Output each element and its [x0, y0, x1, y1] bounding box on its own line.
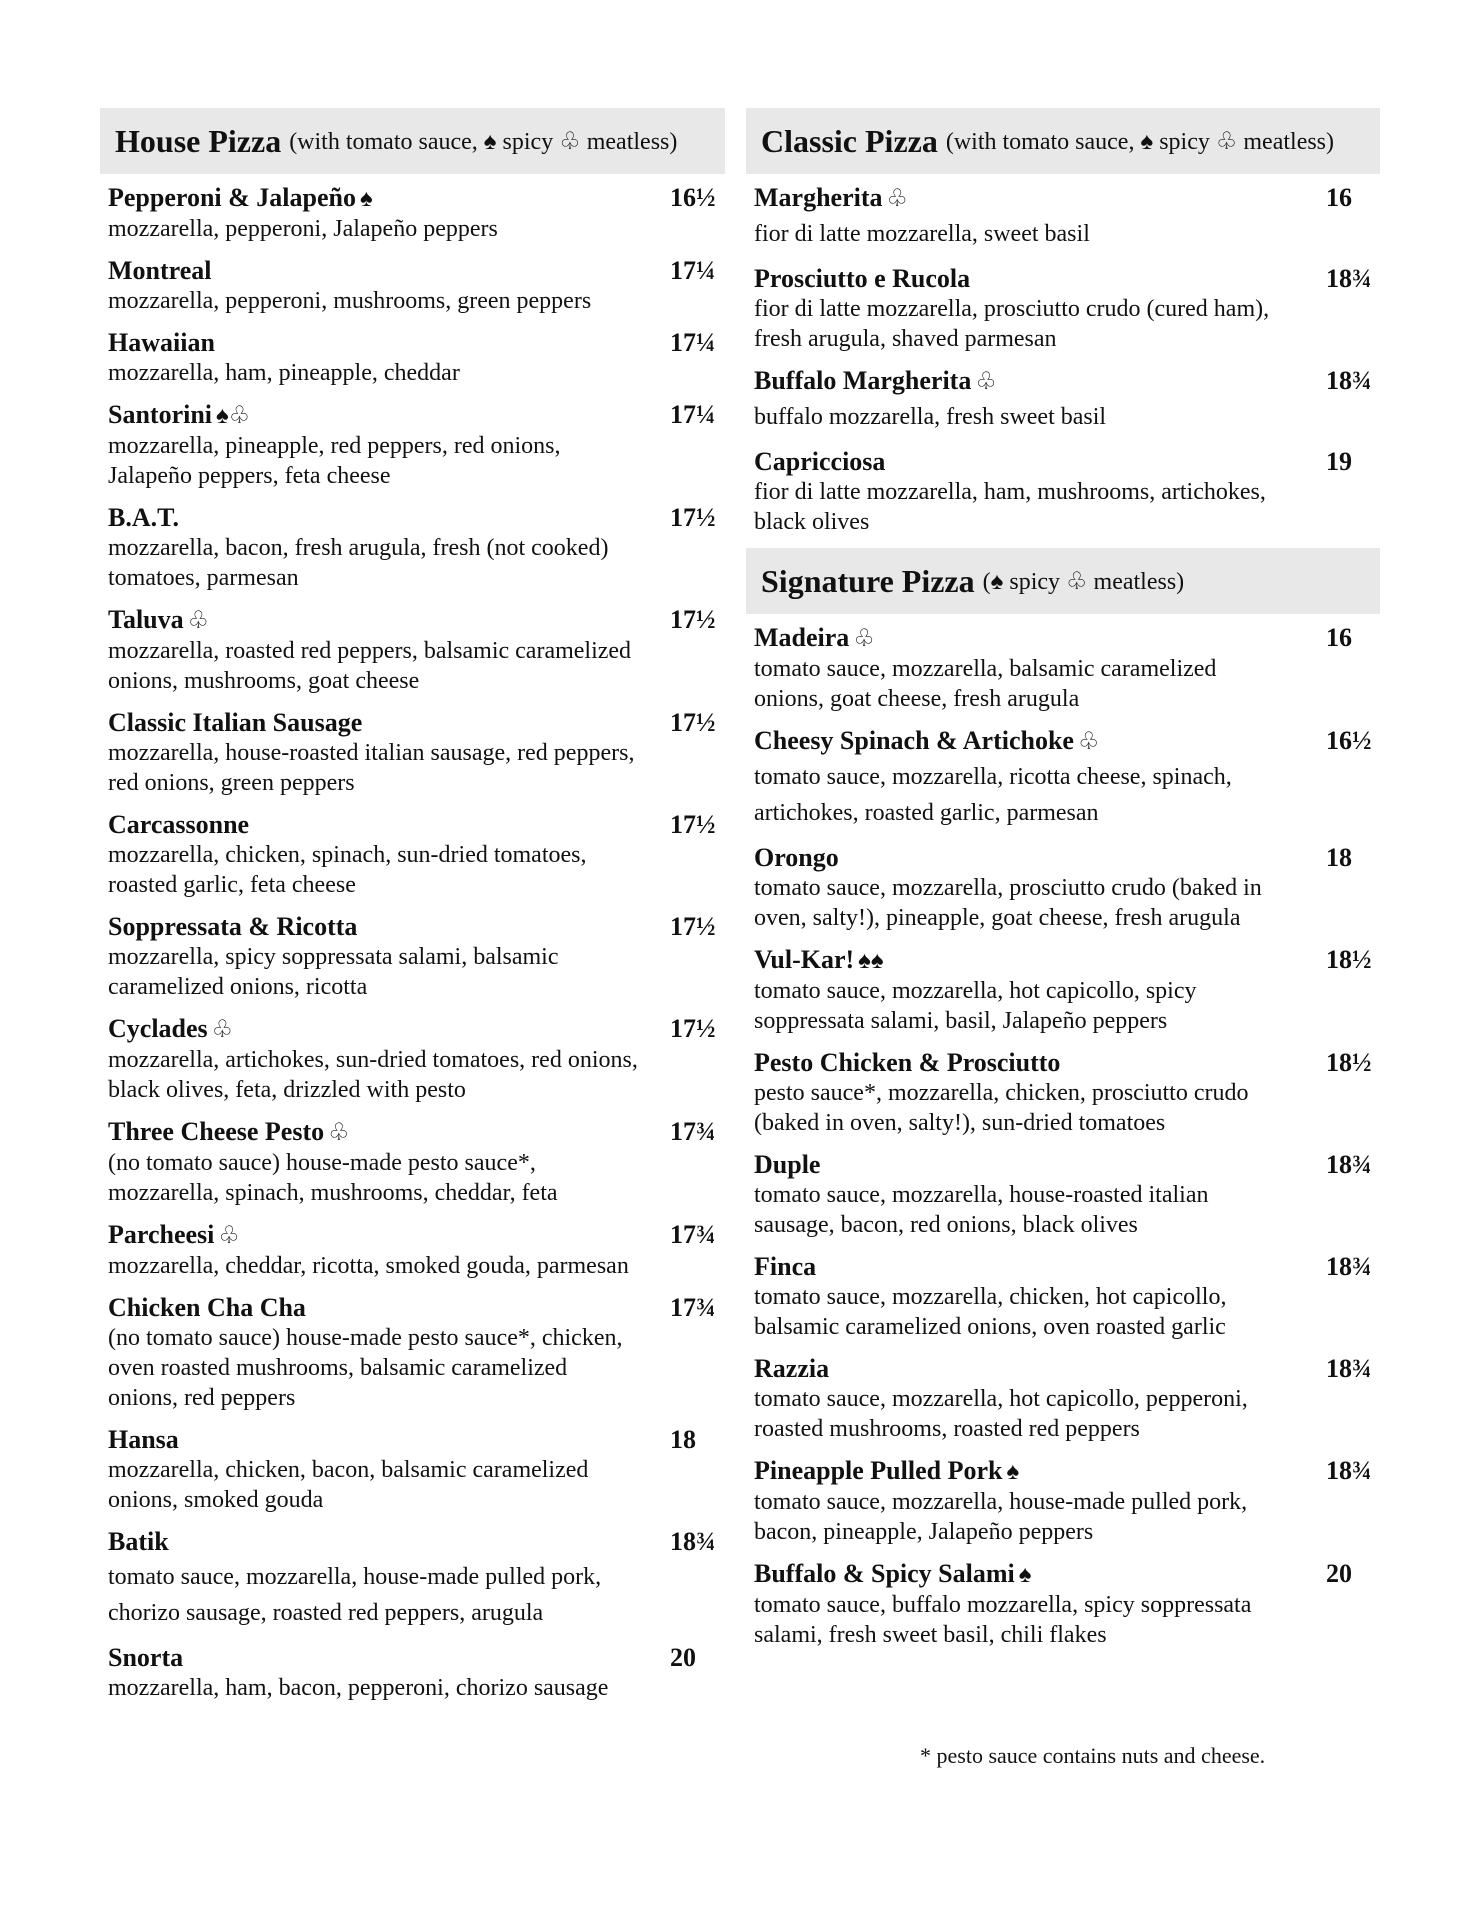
menu-item [746, 1251, 1380, 1342]
menu-item [100, 1116, 725, 1208]
menu-item-name [754, 842, 1380, 873]
section-title: House Pizza [115, 122, 282, 159]
menu-item-price: 16½ [1326, 726, 1372, 755]
menu-item-name [108, 255, 725, 286]
spicy-meatless-icon: ♧ [853, 626, 875, 652]
spicy-meatless-icon: ♧ [328, 1120, 350, 1146]
menu-item-price: 18 [670, 1425, 696, 1454]
menu-item-name-text: Batik [108, 1527, 169, 1556]
menu-item [100, 809, 725, 900]
menu-item-name-text: Razzia [754, 1354, 830, 1383]
spicy-meatless-icon: ♧ [218, 1223, 240, 1249]
section-title: Signature Pizza [761, 562, 975, 599]
menu-item-name-text: Snorta [108, 1643, 184, 1672]
menu-item-name [108, 707, 725, 738]
menu-item-price: 18¾ [1326, 264, 1372, 293]
menu-item-name [108, 809, 725, 840]
menu-item-name [108, 182, 725, 214]
menu-item-name-text: Prosciutto e Rucola [754, 264, 971, 293]
menu-item-price: 17¼ [670, 256, 716, 285]
menu-item-description: mozzarella, artichokes, sun-dried tomatoes, red onions, black olives, feta, drizzled with pesto [108, 1047, 638, 1103]
menu-item-name-text: Santorini [108, 400, 213, 429]
menu-item [100, 1526, 725, 1631]
menu-item-description: buffalo mozzarella, fresh sweet basil [754, 404, 1107, 430]
menu-item [746, 622, 1380, 714]
menu-item-price: 17½ [670, 708, 716, 737]
menu-item-price: 19 [1326, 447, 1352, 476]
menu-item [746, 944, 1380, 1036]
menu-item [100, 707, 725, 798]
menu-item-price: 16 [1326, 183, 1352, 212]
spicy-meatless-icon: ♧ [886, 186, 909, 212]
menu-item-name-text: Classic Italian Sausage [108, 708, 363, 737]
house-pizza-list [100, 182, 725, 1703]
menu-item [100, 399, 725, 491]
menu-item-name-text: Soppressata & Ricotta [108, 912, 358, 941]
menu-item-price: 17½ [670, 503, 716, 532]
menu-item-description: mozzarella, roasted red peppers, balsamic caramelized onions, mushrooms, goat cheese [108, 638, 632, 694]
menu-item-name [108, 1013, 725, 1045]
menu-item [746, 446, 1380, 537]
menu-item-description: mozzarella, bacon, fresh arugula, fresh (not cooked) tomatoes, parmesan [108, 535, 609, 591]
menu-item-name [754, 1047, 1380, 1078]
signature-pizza-list [746, 622, 1380, 1650]
menu-item [100, 502, 725, 593]
spicy-meatless-icon: ♧ [211, 1017, 234, 1043]
menu-item-price: 20 [1326, 1559, 1352, 1588]
menu-item-price: 18¾ [1326, 1354, 1372, 1383]
menu-item-price: 17½ [670, 810, 716, 839]
menu-item-name-text: Montreal [108, 256, 212, 285]
menu-item-price: 18 [1326, 843, 1352, 872]
menu-item-name-text: Hansa [108, 1425, 179, 1454]
menu-item-description: mozzarella, pineapple, red peppers, red onions, Jalapeño peppers, feta cheese [108, 433, 561, 489]
menu-item-description: (no tomato sauce) house-made pesto sauce*, chicken, oven roasted mushrooms, balsamic caramelized onions, red peppers [108, 1325, 623, 1411]
menu-item-name [754, 622, 1380, 654]
menu-item-name-text: Buffalo Margherita [754, 366, 972, 395]
menu-item-price: 18¾ [670, 1527, 716, 1556]
menu-item-name [754, 725, 1380, 757]
menu-item-name-text: Cyclades [108, 1014, 208, 1043]
menu-item [746, 1558, 1380, 1650]
menu-item [746, 725, 1380, 831]
menu-item-name [754, 263, 1380, 294]
menu-item-name [754, 1353, 1380, 1384]
spicy-meatless-icon: ♠ [1006, 1459, 1020, 1485]
menu-item-name [108, 911, 725, 942]
menu-item [100, 604, 725, 696]
menu-item-name-text: Parcheesi [108, 1220, 215, 1249]
menu-item-description: mozzarella, chicken, bacon, balsamic caramelized onions, smoked gouda [108, 1457, 589, 1513]
pesto-footnote: * pesto sauce contains nuts and cheese. [920, 1743, 1266, 1768]
menu-item-price: 17½ [670, 912, 716, 941]
menu-item-name-text: Cheesy Spinach & Artichoke [754, 726, 1074, 755]
menu-item-price: 18¾ [1326, 366, 1372, 395]
spicy-meatless-icon: ♠ [1018, 1562, 1032, 1588]
menu-item-price: 18½ [1326, 1048, 1372, 1077]
menu-item [746, 1353, 1380, 1444]
menu-item-name-text: Chicken Cha Cha [108, 1293, 306, 1322]
section-note: (with tomato sauce, ♠ spicy ♧ meatless) [945, 128, 1335, 155]
menu-item-name [754, 1251, 1380, 1282]
classic-pizza-header [746, 108, 1380, 174]
menu-item-description: mozzarella, pepperoni, Jalapeño peppers [108, 216, 498, 242]
menu-item-description: mozzarella, house-roasted italian sausage, red peppers, red onions, green peppers [108, 740, 635, 796]
menu-item-price: 20 [670, 1643, 696, 1672]
menu-item [100, 1013, 725, 1105]
menu-item-price: 17¾ [670, 1293, 716, 1322]
menu-item-price: 17¾ [670, 1117, 716, 1146]
house-pizza-column [100, 108, 725, 1714]
classic-signature-column [746, 108, 1380, 1661]
menu-item-description: tomato sauce, mozzarella, balsamic caramelized onions, goat cheese, fresh arugula [754, 656, 1217, 712]
menu-item [100, 255, 725, 316]
menu-item-price: 18½ [1326, 945, 1372, 974]
menu-item [100, 1642, 725, 1703]
section-note: (♠ spicy ♧ meatless) [982, 568, 1185, 595]
menu-item-name [754, 182, 1380, 214]
menu-item-name [108, 1642, 725, 1673]
menu-item-name [108, 327, 725, 358]
menu-item-name [754, 446, 1380, 477]
menu-item-description: pesto sauce*, mozzarella, chicken, prosciutto crudo (baked in oven, salty!), sun-dried tomatoes [754, 1080, 1249, 1136]
menu-item-name [108, 1219, 725, 1251]
menu-item-price: 18¾ [1326, 1150, 1372, 1179]
menu-item-name-text: Finca [754, 1252, 817, 1281]
menu-item-description: mozzarella, cheddar, ricotta, smoked gouda, parmesan [108, 1253, 629, 1279]
menu-item [746, 1047, 1380, 1138]
menu-item-price: 17½ [670, 605, 716, 634]
menu-item [746, 182, 1380, 252]
menu-item [100, 327, 725, 388]
menu-item [746, 842, 1380, 933]
menu-item [746, 1149, 1380, 1240]
menu-item-description: tomato sauce, mozzarella, house-roasted italian sausage, bacon, red onions, black olives [754, 1182, 1209, 1238]
menu-item-description: tomato sauce, mozzarella, hot capicollo, pepperoni, roasted mushrooms, roasted red peppers [754, 1386, 1248, 1442]
menu-item-name [754, 365, 1380, 397]
menu-item [746, 1455, 1380, 1547]
section-title: Classic Pizza [761, 122, 938, 159]
menu-item-description: mozzarella, spicy soppressata salami, balsamic caramelized onions, ricotta [108, 944, 559, 1000]
menu-item-name-text: Taluva [108, 605, 184, 634]
menu-item-name [108, 1292, 725, 1323]
menu-item-price: 17¼ [670, 328, 716, 357]
menu-item-description: fior di latte mozzarella, sweet basil [754, 221, 1090, 247]
menu-item-name-text: Pesto Chicken & Prosciutto [754, 1048, 1061, 1077]
menu-item-name-text: Buffalo & Spicy Salami [754, 1559, 1015, 1588]
menu-item-name-text: Hawaiian [108, 328, 215, 357]
menu-item [100, 1424, 725, 1515]
house-pizza-header [100, 108, 725, 174]
menu-item-name-text: Three Cheese Pesto [108, 1117, 325, 1146]
spicy-meatless-icon: ♧ [187, 608, 210, 634]
menu-item-name [108, 399, 725, 431]
menu-item-description: tomato sauce, mozzarella, hot capicollo, spicy soppressata salami, basil, Jalapeño peppers [754, 978, 1197, 1034]
menu-item-name-text: Capricciosa [754, 447, 886, 476]
menu-item-price: 18¾ [1326, 1252, 1372, 1281]
menu-item-description: mozzarella, pepperoni, mushrooms, green peppers [108, 288, 592, 314]
menu-item-description: fior di latte mozzarella, prosciutto crudo (cured ham), fresh arugula, shaved parmesan [754, 296, 1270, 352]
menu-item-name [754, 1455, 1380, 1487]
menu-item [746, 263, 1380, 354]
spicy-meatless-icon: ♠♠ [858, 948, 884, 974]
menu-item-name [108, 1424, 725, 1455]
menu-item-name [754, 1149, 1380, 1180]
menu-item [746, 365, 1380, 435]
menu-item-price: 17¾ [670, 1220, 716, 1249]
menu-item-name-text: Pepperoni & Jalapeño [108, 183, 356, 212]
menu-item-name [108, 502, 725, 533]
menu-item-name [754, 944, 1380, 976]
menu-item-name-text: B.A.T. [108, 503, 180, 532]
spicy-meatless-icon: ♧ [1077, 729, 1100, 755]
menu-item [100, 1292, 725, 1413]
menu-item-name-text: Duple [754, 1150, 821, 1179]
menu-item-description: fior di latte mozzarella, ham, mushrooms, artichokes, black olives [754, 479, 1266, 535]
menu-item-price: 17¼ [670, 400, 716, 429]
menu-item-description: tomato sauce, mozzarella, house-made pulled pork, bacon, pineapple, Jalapeño peppers [754, 1489, 1248, 1545]
menu-item-name [754, 1558, 1380, 1590]
section-note: (with tomato sauce, ♠ spicy ♧ meatless) [289, 128, 678, 155]
spicy-meatless-icon: ♠ [359, 186, 373, 212]
menu-item-price: 17½ [670, 1014, 716, 1043]
menu-item-name-text: Margherita [754, 183, 883, 212]
menu-item-description: tomato sauce, mozzarella, house-made pulled pork, chorizo sausage, roasted red peppers, arugula [108, 1564, 602, 1626]
menu-item-price: 16 [1326, 623, 1352, 652]
menu-item-name-text: Orongo [754, 843, 839, 872]
menu-item-name [108, 1526, 725, 1557]
menu-item-name-text: Carcassonne [108, 810, 250, 839]
menu-item-description: mozzarella, chicken, spinach, sun-dried tomatoes, roasted garlic, feta cheese [108, 842, 587, 898]
classic-pizza-list [746, 182, 1380, 537]
menu-item-description: tomato sauce, mozzarella, chicken, hot capicollo, balsamic caramelized onions, oven roasted garlic [754, 1284, 1227, 1340]
menu-item-description: mozzarella, ham, pineapple, cheddar [108, 360, 460, 386]
spicy-meatless-icon: ♧ [975, 369, 997, 395]
menu-item-price: 16½ [670, 183, 716, 212]
menu-item-name [108, 1116, 725, 1148]
menu-item-name-text: Pineapple Pulled Pork [754, 1456, 1003, 1485]
menu-item-description: (no tomato sauce) house-made pesto sauce*, mozzarella, spinach, mushrooms, cheddar, feta [108, 1150, 558, 1206]
menu-item [100, 1219, 725, 1281]
menu-item-price: 18¾ [1326, 1456, 1372, 1485]
menu-item-description: mozzarella, ham, bacon, pepperoni, chorizo sausage [108, 1675, 609, 1701]
signature-pizza-header [746, 548, 1380, 614]
menu-item-name-text: Vul-Kar! [754, 945, 855, 974]
menu-item-description: tomato sauce, mozzarella, prosciutto crudo (baked in oven, salty!), pineapple, goat cheese, fresh arugula [754, 875, 1262, 931]
menu-item-name [108, 604, 725, 636]
menu-item-description: tomato sauce, buffalo mozzarella, spicy soppressata salami, fresh sweet basil, chili flakes [754, 1592, 1252, 1648]
menu-item-description: tomato sauce, mozzarella, ricotta cheese, spinach, artichokes, roasted garlic, parmesan [754, 764, 1232, 826]
spicy-meatless-icon: ♠♧ [216, 403, 251, 429]
menu-item-name-text: Madeira [754, 623, 850, 652]
menu-item [100, 182, 725, 244]
menu-item [100, 911, 725, 1002]
